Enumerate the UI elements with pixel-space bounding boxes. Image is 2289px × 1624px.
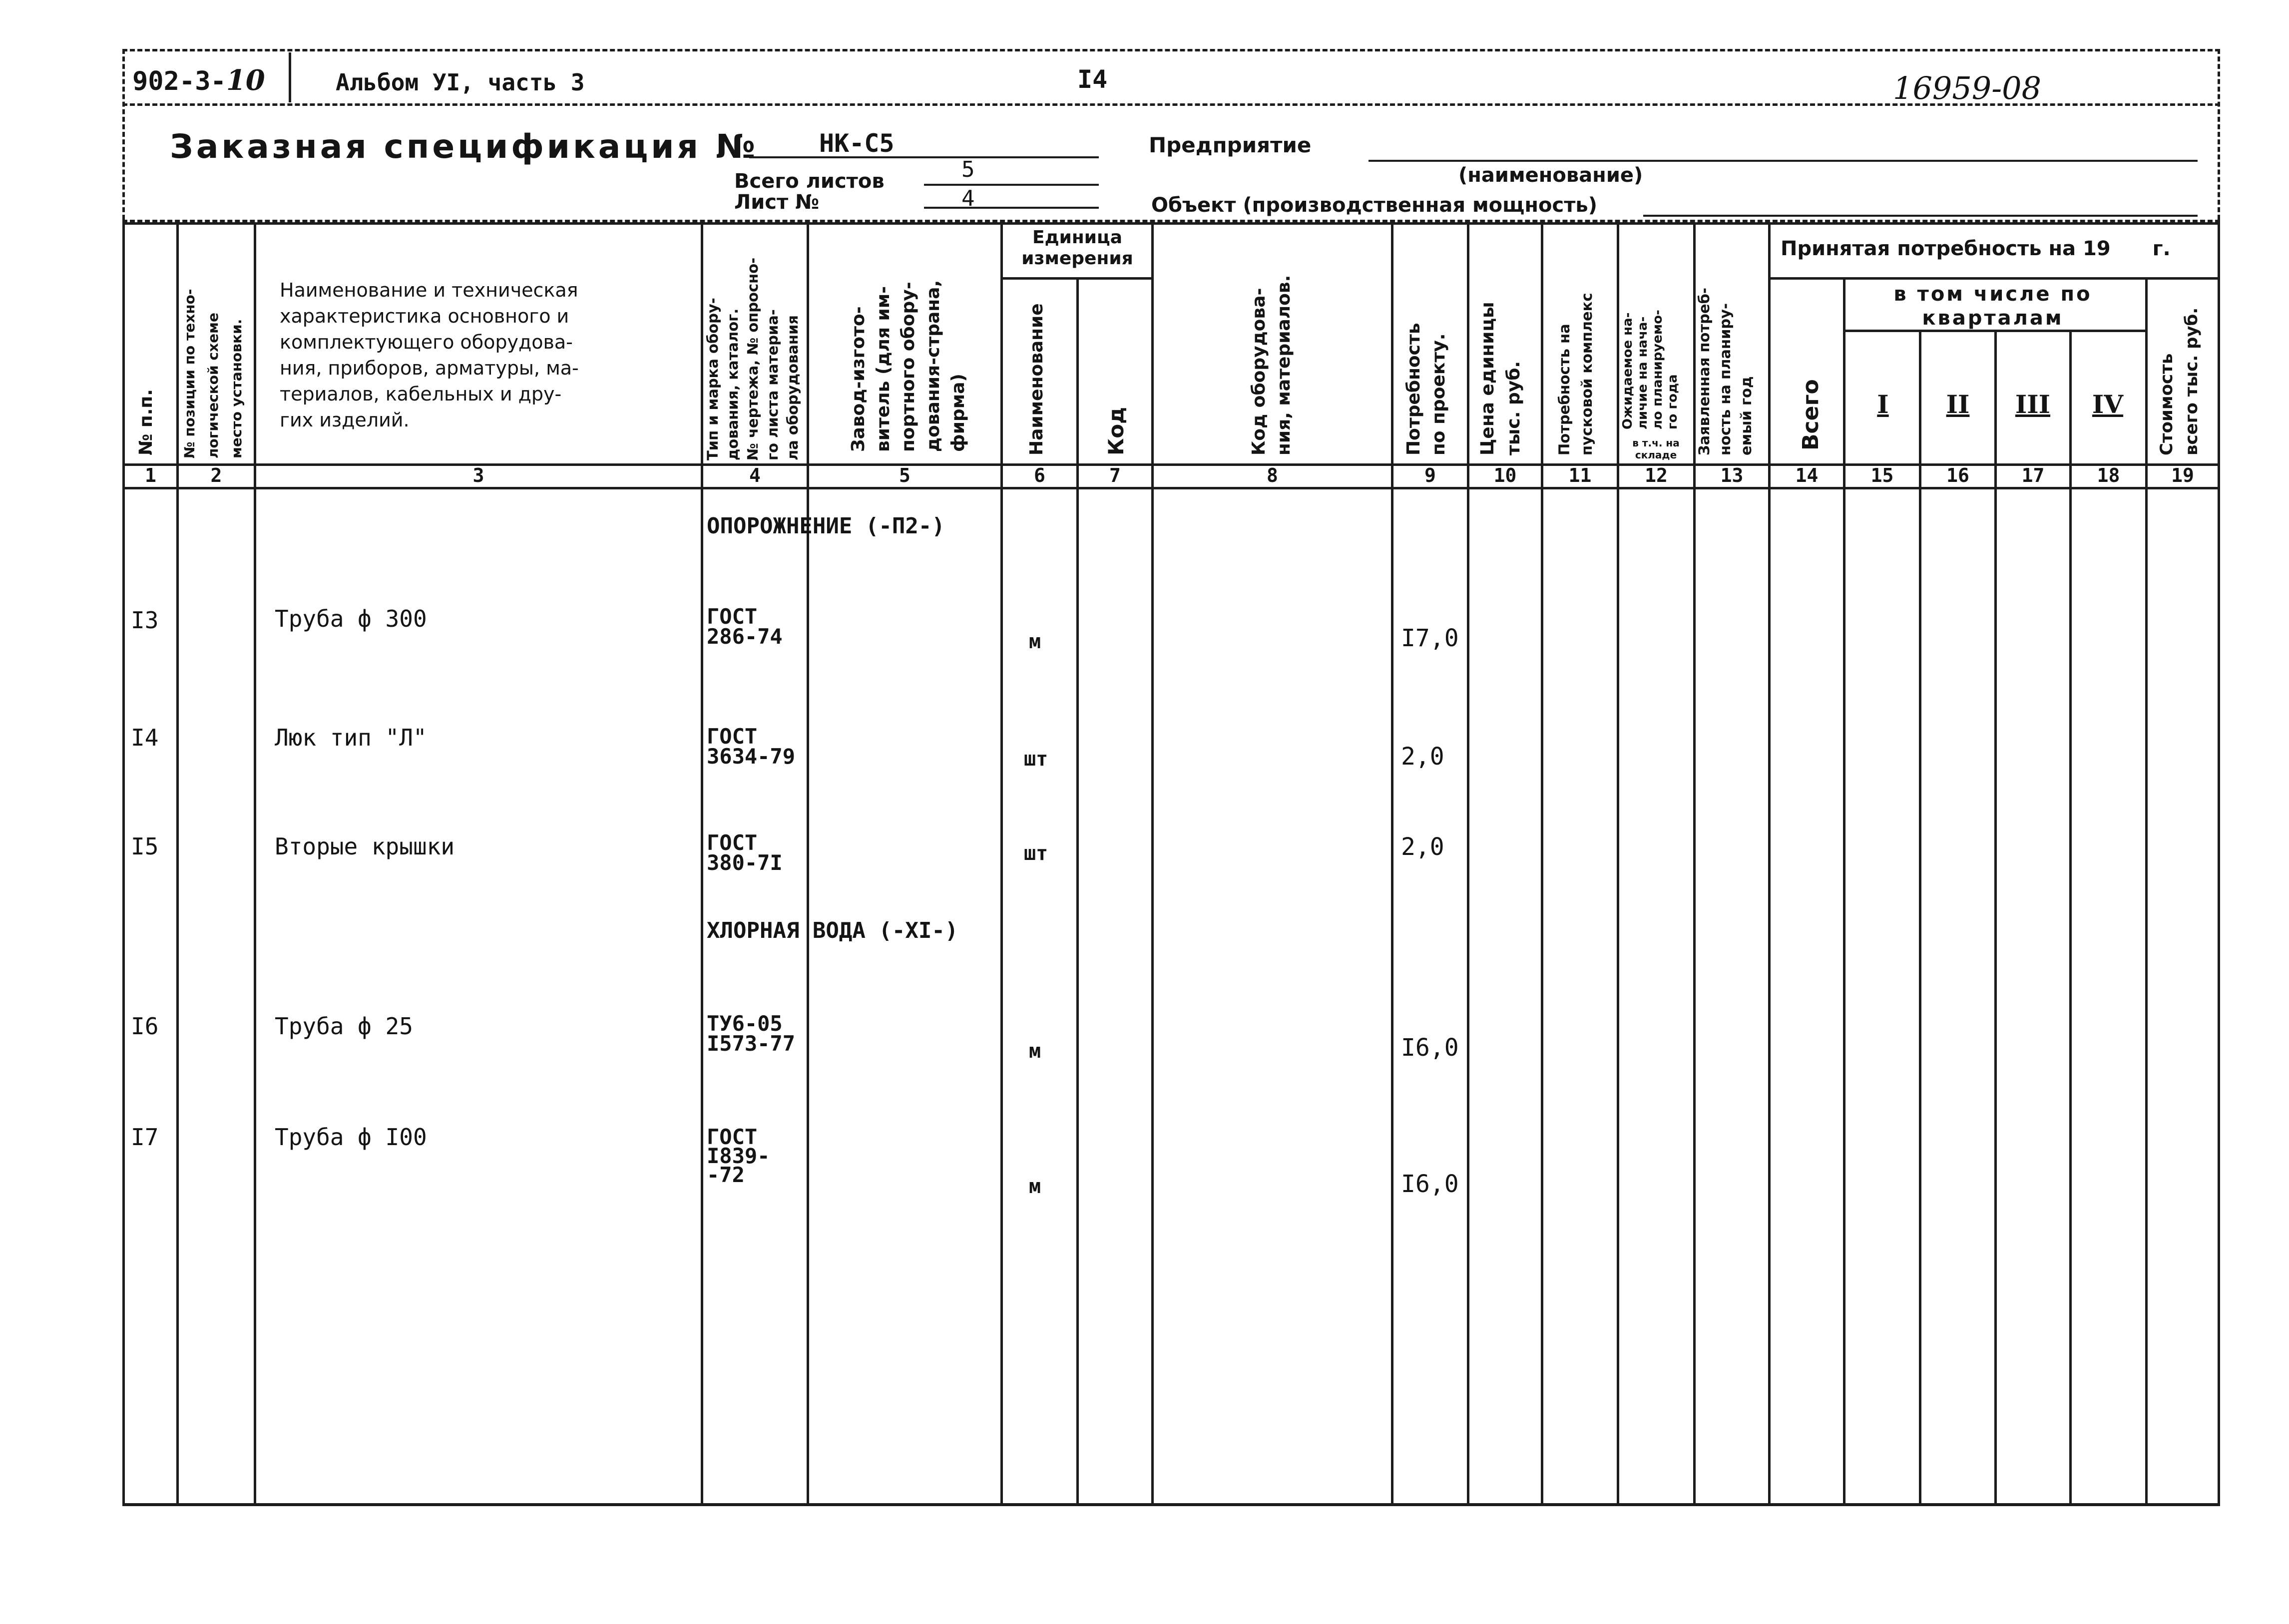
col-number: 5 [899,464,911,486]
header-expected-line2: личие на нача- [1635,316,1650,429]
table-row-quantity: I7,0 [1401,624,1459,652]
spec-title: Заказная спецификация № [170,127,759,166]
table-row-number: I7 [131,1124,159,1151]
header-requested-line2: ность на планиру- [1717,303,1734,455]
col-number: 1 [145,464,156,486]
header-accepted-year-suffix: г. [2152,237,2171,260]
header-accepted-label: Принятая потребность на 19 [1781,237,2111,260]
header-name-line: ния, приборов, арматуры, ма- [280,357,579,379]
header-manufacturer-line2: витель (для им- [873,286,894,452]
table-row-name: Вторые крышки [275,833,455,860]
table-right-border [2218,222,2220,1506]
column-number-row-bottom [122,487,2220,489]
col-number: 19 [2171,464,2194,486]
series-number-handwritten: 10 [226,64,265,97]
table-left-border [122,222,125,1506]
header-name-line: гих изделий. [280,409,410,431]
header-manufacturer-line1: Завод-изгото- [848,306,869,452]
table-row-unit: м [1029,1040,1041,1063]
table-row-type-line: ГОСТ [707,724,758,749]
table-row-type-line: 380-7I [707,850,783,875]
header-unit-code: Код [1104,406,1128,455]
name-note: (наименование) [1458,164,1643,187]
object-underline [1643,215,2198,217]
table-row-type-line: ГОСТ [707,1125,758,1149]
table-row-name: Труба ф 300 [275,605,427,632]
header-startup-need-line1: Потребность на [1556,324,1573,455]
col-number: 11 [1568,464,1592,486]
header-requested-line3: емый год [1738,376,1755,455]
table-row-quantity: I6,0 [1401,1170,1459,1198]
header-cost-line1: Стоимость [2157,353,2177,455]
col-divider-2 [254,222,256,1503]
col-number: 12 [1645,464,1668,486]
col-divider-10 [1541,222,1543,1503]
table-bottom-border [122,1503,2220,1506]
col-number: 13 [1720,464,1744,486]
sheet-underline [924,207,1099,209]
document-number: 16959-08 [1893,70,2042,106]
table-row-quantity: 2,0 [1401,833,1444,861]
header-name-line: характеристика основного и [280,305,569,327]
header-quarter-3: III [2015,390,2051,419]
header-type-line4: го листа материа- [764,309,781,460]
col-divider-13 [1768,222,1771,1503]
table-row-type-line: I573-77 [707,1031,796,1056]
header-quarter-4: IV [2092,390,2124,419]
header-position-line1: № позиции по техно- [181,289,198,458]
frame-top-border [122,49,2220,51]
table-row-type [707,604,783,649]
col-number: 16 [1946,464,1969,486]
sheet-value: 4 [961,186,975,211]
table-row-type-line: I839- [707,1144,770,1168]
header-unit-price-line2: тыс. руб. [1503,361,1524,455]
accepted-group-divider [1768,277,2218,280]
spec-number: НК-С5 [819,129,895,158]
table-row-number: I4 [131,724,159,751]
section-title: ХЛОРНАЯ ВОДА (-XI-) [707,918,958,943]
col-divider-4 [807,222,809,1503]
col-divider-9 [1467,222,1469,1503]
table-row-unit: м [1029,1175,1041,1198]
header-expected-warehouse: в т.ч. на складе [1632,437,1680,461]
header-manufacturer-line4: дования-страна, [923,280,943,452]
col-number: 2 [210,464,222,486]
table-row-name: Люк тип "Л" [275,724,427,751]
header-quarter-1: I [1877,390,1889,419]
header-material-code-line1: Код оборудова- [1249,288,1269,455]
header-name-line: комплектующего оборудова- [280,331,573,353]
col-divider-16 [1994,330,1997,1503]
top-bar-separator [289,52,291,102]
header-position-line2: логической схеме [205,313,221,458]
col-divider-3 [701,222,703,1503]
frame-right-border-top [2218,49,2220,220]
table-row-unit: м [1029,630,1041,653]
table-top-border [122,222,2220,225]
header-type-line3: № чертежа, № опросно- [744,257,761,460]
total-sheets-value: 5 [961,157,975,182]
header-type-line2: дования, каталог. [724,308,741,460]
col-divider-15 [1919,330,1921,1503]
header-manufacturer-line3: портного обору- [898,282,918,452]
col-number: 14 [1795,464,1819,486]
table-row-type [707,1011,796,1056]
col-number: 15 [1870,464,1894,486]
table-row-name: Труба ф I00 [275,1124,427,1151]
table-row-number: I6 [131,1013,159,1040]
col-number: 10 [1493,464,1517,486]
table-row-number: I5 [131,833,159,860]
header-total: Всего [1798,379,1824,450]
header-project-need-line1: Потребность [1403,323,1424,455]
col-number: 9 [1424,464,1436,486]
col-number: 18 [2097,464,2120,486]
header-expected-line4: го года [1665,374,1680,429]
col-divider-18 [2145,277,2148,1503]
col-divider-1 [176,222,179,1503]
total-sheets-underline [924,184,1099,186]
col-number: 3 [472,464,484,486]
col-number: 6 [1034,464,1045,486]
col-number: 4 [749,464,761,486]
col-number: 17 [2021,464,2045,486]
object-label: Объект (производственная мощность) [1151,194,1597,217]
frame-left-border-top [122,49,125,220]
header-position-line3: место установки. [228,319,245,458]
table-row-quantity: 2,0 [1401,743,1444,771]
header-manufacturer-line5: фирма) [948,374,968,452]
col-number: 7 [1109,464,1121,486]
col-divider-5 [1000,222,1003,1503]
header-name-description [280,277,579,433]
col-divider-17 [2069,330,2072,1503]
header-name-line: Наименование и техническая [280,279,578,301]
header-type-line5: ла оборудования [784,315,801,460]
table-row-type [707,1125,770,1187]
header-expected-line1: Ожидаемое на- [1620,312,1635,429]
unit-group-divider [1000,277,1151,280]
series-number-printed: 902-3- [132,66,226,96]
col-number: 8 [1267,464,1278,486]
table-row-type-line: ГОСТ [707,830,758,855]
total-sheets-label: Всего листов [734,170,885,193]
album-label: Альбом УI, часть 3 [336,69,585,96]
header-startup-need-line2: пусковой комплекс [1578,293,1595,455]
table-row-type-line: ГОСТ [707,604,758,629]
sheet-label: Лист № [734,191,820,214]
col-divider-6 [1076,277,1079,1503]
table-row-type-line: ТУ6-05 [707,1011,783,1036]
header-accepted-need [1781,237,2171,260]
table-row-type [707,724,796,769]
table-row-type [707,830,783,875]
series-number [132,64,265,97]
header-row-number: № п.п. [136,389,156,455]
enterprise-underline [1369,160,2198,162]
col-divider-14 [1843,277,1845,1503]
header-name-line: териалов, кабельных и дру- [280,383,562,405]
table-row-quantity: I6,0 [1401,1034,1459,1062]
section-title: ОПОРОЖНЕНИЕ (-П2-) [707,513,945,539]
table-row-number: I3 [131,607,159,634]
header-quarters: в том числе по кварталам [1893,283,2092,330]
header-cost-line2: всего тыс. руб. [2182,307,2202,455]
col-divider-8 [1391,222,1393,1503]
table-row-unit: шт [1024,842,1048,865]
header-type-line1: Тип и марка обору- [704,298,721,460]
header-unit-price-line1: Цена единицы [1477,302,1498,455]
enterprise-label: Предприятие [1149,133,1312,157]
col-divider-11 [1617,222,1619,1503]
header-requested-line1: Заявленная потреб- [1696,288,1713,455]
spec-number-underline [749,156,1099,158]
table-row-type-line: -72 [707,1163,745,1187]
table-row-name: Труба ф 25 [275,1013,413,1040]
header-material-code-line2: ния, материалов. [1274,275,1294,455]
header-expected-line3: ло планируемо- [1650,310,1665,429]
header-quarter-2: II [1946,390,1970,419]
header-unit-name: Наименование [1026,303,1047,455]
col-divider-7 [1151,222,1154,1503]
table-row-type-line: 3634-79 [707,744,796,769]
table-row-type-line: 286-74 [707,624,783,649]
page-number: I4 [1077,65,1108,94]
header-unit-group: Единица измерения [1021,227,1133,269]
table-row-unit: шт [1024,748,1048,771]
header-project-need-line2: по проекту. [1428,333,1449,455]
